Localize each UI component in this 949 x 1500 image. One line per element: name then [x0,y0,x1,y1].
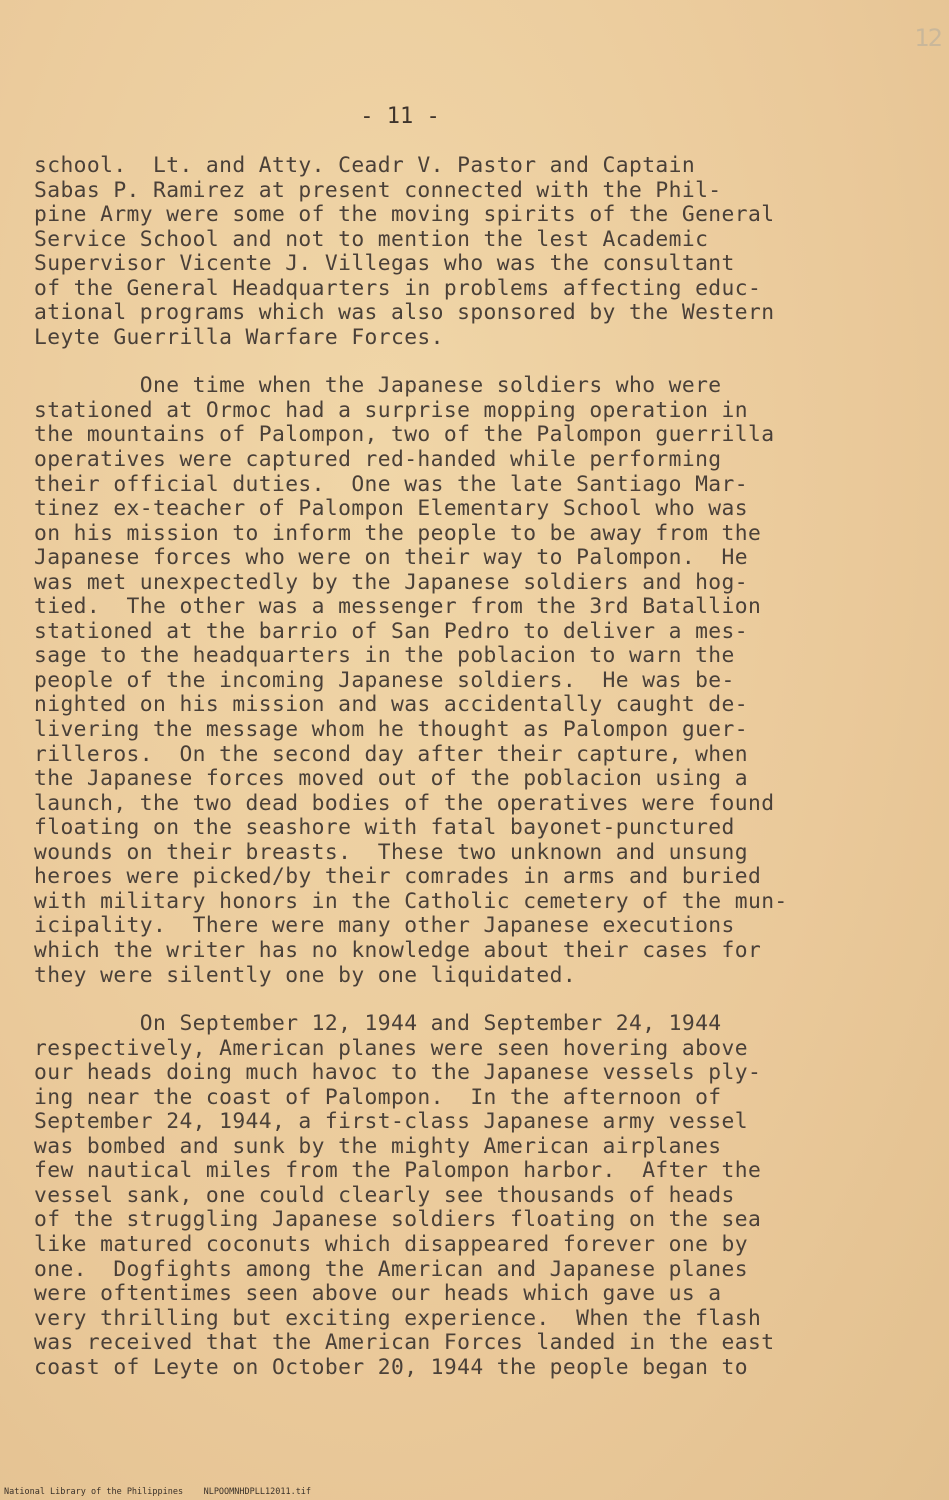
text-line: coast of Leyte on October 20, 1944 the people began to [34,1354,748,1380]
text-line: people of the incoming Japanese soldiers. He was be- [34,667,735,693]
text-line: launch, the two dead bodies of the operatives were found [34,790,775,816]
paragraph-3 [34,1012,894,1380]
text-line: September 24, 1944, a first-class Japanese army vessel [34,1109,748,1135]
text-line: sage to the headquarters in the poblacion to warn the [34,643,735,669]
text-line: the Japanese forces moved out of the poblacion using a [34,766,748,792]
text-line: Japanese forces who were on their way to Palompon. He [34,545,748,571]
text-line: icipality. There were many other Japanese executions [34,913,735,939]
text-line: Sabas P. Ramirez at present connected with the Phil- [34,177,722,203]
text-line: stationed at the barrio of San Pedro to deliver a mes- [34,618,748,644]
text-line: tinez ex-teacher of Palompon Elementary School who was [34,496,748,522]
text-line: which the writer has no knowledge about their cases for [34,937,762,963]
text-line: of the General Headquarters in problems affecting educ- [34,275,762,301]
text-line: tied. The other was a messenger from the 3rd Batallion [34,594,762,620]
text-line: wounds on their breasts. These two unknown and unsung [34,839,748,865]
text-line: stationed at Ormoc had a surprise mopping operation in [34,397,748,423]
text-line: was bombed and sunk by the mighty American airplanes [34,1133,722,1159]
text-line: very thrilling but exciting experience. When the flash [34,1305,762,1331]
text-line: were oftentimes seen above our heads which gave us a [34,1281,722,1307]
text-line: they were silently one by one liquidated. [34,962,577,988]
text-line: rilleros. On the second day after their capture, when [34,741,748,767]
paragraph-2 [34,374,894,988]
text-line: vessel sank, one could clearly see thousands of heads [34,1182,735,1208]
archive-footer-caption: National Library of the Philippines NLPOOMNHDPLL12011.tif [4,1487,312,1497]
text-line: nighted on his mission and was accidentally caught de- [34,692,748,718]
paragraph-1 [34,154,894,350]
document-body [34,154,894,1380]
margin-page-mark: 12 [914,24,941,52]
text-line: respectively, American planes were seen hovering above [34,1035,748,1061]
text-line: our heads doing much havoc to the Japanese vessels ply- [34,1060,762,1086]
text-line: of the struggling Japanese soldiers floating on the sea [34,1207,762,1233]
text-line: was received that the American Forces landed in the east [34,1330,775,1356]
text-line: ational programs which was also sponsored by the Western [34,300,775,326]
text-line: operatives were captured red-handed while performing [34,447,722,473]
text-line: pine Army were some of the moving spirits of the General [34,202,775,228]
text-line: heroes were picked/by their comrades in arms and buried [34,864,762,890]
text-line: One time when the Japanese soldiers who were [34,373,722,399]
text-line: floating on the seashore with fatal bayonet-punctured [34,815,735,841]
text-line: Leyte Guerrilla Warfare Forces. [34,324,444,350]
text-line: school. Lt. and Atty. Ceadr V. Pastor and Captain [34,153,696,178]
text-line: the mountains of Palompon, two of the Palompon guerrilla [34,422,775,448]
text-line: one. Dogfights among the American and Japanese planes [34,1256,748,1282]
text-line: Service School and not to mention the lest Academic [34,226,709,252]
page-number: - 11 - [360,104,440,129]
text-line: was met unexpectedly by the Japanese soldiers and hog- [34,569,748,595]
text-line: livering the message whom he thought as Palompon guer- [34,717,748,743]
text-line: on his mission to inform the people to be away from the [34,520,762,546]
text-line: their official duties. One was the late Santiago Mar- [34,471,748,497]
text-line: with military honors in the Catholic cemetery of the mun- [34,888,788,914]
text-line: few nautical miles from the Palompon harbor. After the [34,1158,762,1184]
text-line: like matured coconuts which disappeared forever one by [34,1231,748,1257]
text-line: Supervisor Vicente J. Villegas who was the consultant [34,251,735,277]
text-line: On September 12, 1944 and September 24, 1944 [34,1011,722,1037]
text-line: ing near the coast of Palompon. In the afternoon of [34,1084,722,1110]
